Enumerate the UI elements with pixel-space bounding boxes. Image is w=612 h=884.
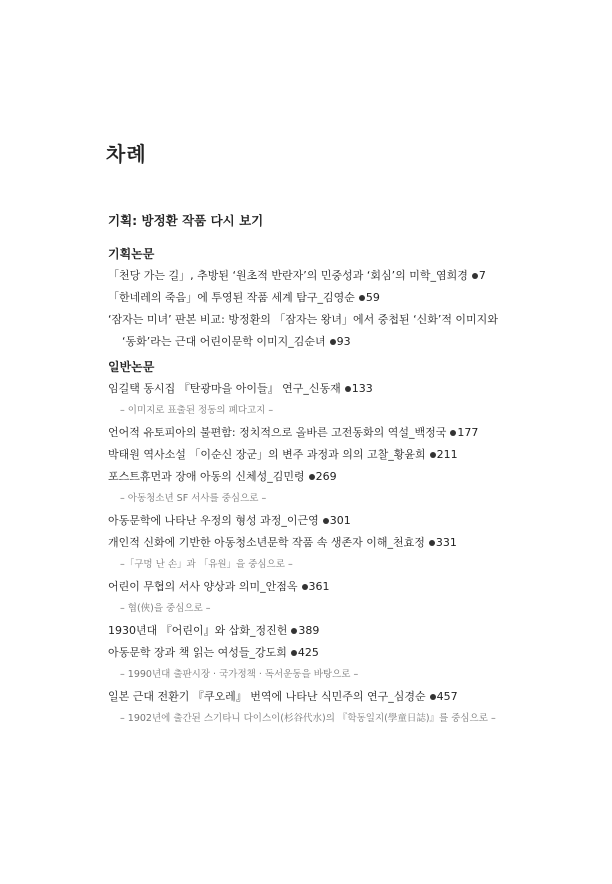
toc-entry[interactable]	[108, 686, 528, 708]
bullet-icon	[429, 540, 435, 546]
bullet-icon	[309, 474, 315, 480]
entry-title: 「한네레의 죽음」에 투영된 작품 세계 탐구_김영순	[108, 291, 355, 304]
toc-entry[interactable]	[108, 309, 528, 331]
bullet-icon	[450, 430, 456, 436]
bullet-icon	[430, 694, 436, 700]
entry-title-continuation: ‘동화’라는 근대 어린이문학 이미지_김순녀	[122, 335, 326, 348]
entry-page: 93	[336, 335, 351, 348]
toc-entry[interactable]	[108, 422, 528, 444]
entry-title: 일본 근대 전환기 『쿠오레』 번역에 나타난 식민주의 연구_심경순	[108, 690, 426, 703]
toc-entry[interactable]	[108, 444, 528, 466]
entry-title: 포스트휴먼과 장애 아동의 신체성_김민령	[108, 470, 305, 483]
bullet-icon	[359, 295, 365, 301]
entry-title: ‘잠자는 미녀’ 판본 비교: 방정환의 「잠자는 왕녀」에서 중첩된 ‘신화’적 이미지와	[108, 313, 498, 326]
section-heading: 기획논문	[108, 247, 155, 261]
bullet-icon	[291, 628, 297, 634]
toc-entry[interactable]	[108, 576, 528, 598]
entry-title: 어린이 무협의 서사 양상과 의미_안점옥	[108, 580, 298, 593]
bullet-icon	[291, 650, 297, 656]
entry-title: 개인적 신화에 기반한 아동청소년문학 작품 속 생존자 이해_천효정	[108, 536, 425, 549]
toc-entry[interactable]	[108, 466, 528, 488]
entry-title: 아동문학에 나타난 우정의 형성 과정_이근영	[108, 514, 319, 527]
bullet-icon	[345, 386, 351, 392]
entry-page: 425	[297, 646, 319, 659]
toc-entry[interactable]	[108, 378, 528, 400]
special-papers-section	[108, 243, 528, 353]
entry-page: 211	[436, 448, 458, 461]
entry-subtitle: – 협(俠)을 중심으로 –	[120, 603, 211, 614]
bullet-icon	[472, 273, 478, 279]
entry-title: 1930년대 『어린이』와 삽화_정진헌	[108, 624, 288, 637]
page-title: 차례	[106, 142, 147, 166]
entry-title: 박태원 역사소설 「이순신 장군」의 변주 과정과 의의 고찰_황윤희	[108, 448, 426, 461]
bullet-icon	[430, 452, 436, 458]
entry-subtitle: – 아동청소년 SF 서사를 중심으로 –	[120, 493, 267, 504]
section-heading: 일반논문	[108, 360, 155, 374]
entry-page: 133	[351, 382, 373, 395]
toc-entry[interactable]	[108, 510, 528, 532]
entry-subtitle: –「구멍 난 손」과 「유원」을 중심으로 –	[120, 559, 293, 570]
entry-page: 269	[315, 470, 337, 483]
entry-title: 「천당 가는 길」, 추방된 ‘원초적 반란자’의 민중성과 ‘회심’의 미학_염희경	[108, 269, 468, 282]
toc-entry[interactable]	[108, 642, 528, 664]
entry-subtitle: – 이미지로 표출된 정동의 폐다고지 –	[120, 405, 274, 416]
entry-page: 7	[478, 269, 486, 282]
bullet-icon	[330, 339, 336, 345]
general-papers-section	[108, 356, 528, 730]
toc-entry[interactable]	[108, 287, 528, 309]
entry-title: 아동문학 장과 책 읽는 여성들_강도희	[108, 646, 287, 659]
entry-subtitle: – 1902년에 출간된 스기타니 다이스이(杉谷代水)의 『학동일지(學童日誌)』를 중심으로 –	[120, 713, 496, 724]
entry-page: 457	[436, 690, 458, 703]
entry-page: 389	[298, 624, 320, 637]
toc-entry-continuation[interactable]	[108, 331, 528, 353]
bullet-icon	[323, 518, 329, 524]
entry-page: 177	[457, 426, 479, 439]
entry-title: 임길택 동시집 『탄광마을 아이들』 연구_신동재	[108, 382, 341, 395]
entry-page: 301	[329, 514, 351, 527]
toc-entry[interactable]	[108, 532, 528, 554]
entry-page: 361	[308, 580, 330, 593]
bullet-icon	[302, 584, 308, 590]
entry-page: 331	[435, 536, 457, 549]
toc-entry[interactable]	[108, 620, 528, 642]
special-feature-heading: 기획: 방정환 작품 다시 보기	[108, 213, 264, 228]
toc-entry[interactable]	[108, 265, 528, 287]
entry-title: 언어적 유토피아의 불편함: 정치적으로 올바른 고전동화의 역설_백정국	[108, 426, 447, 439]
entry-subtitle: – 1990년대 출판시장 · 국가정책 · 독서운동을 바탕으로 –	[120, 669, 359, 680]
entry-page: 59	[365, 291, 380, 304]
